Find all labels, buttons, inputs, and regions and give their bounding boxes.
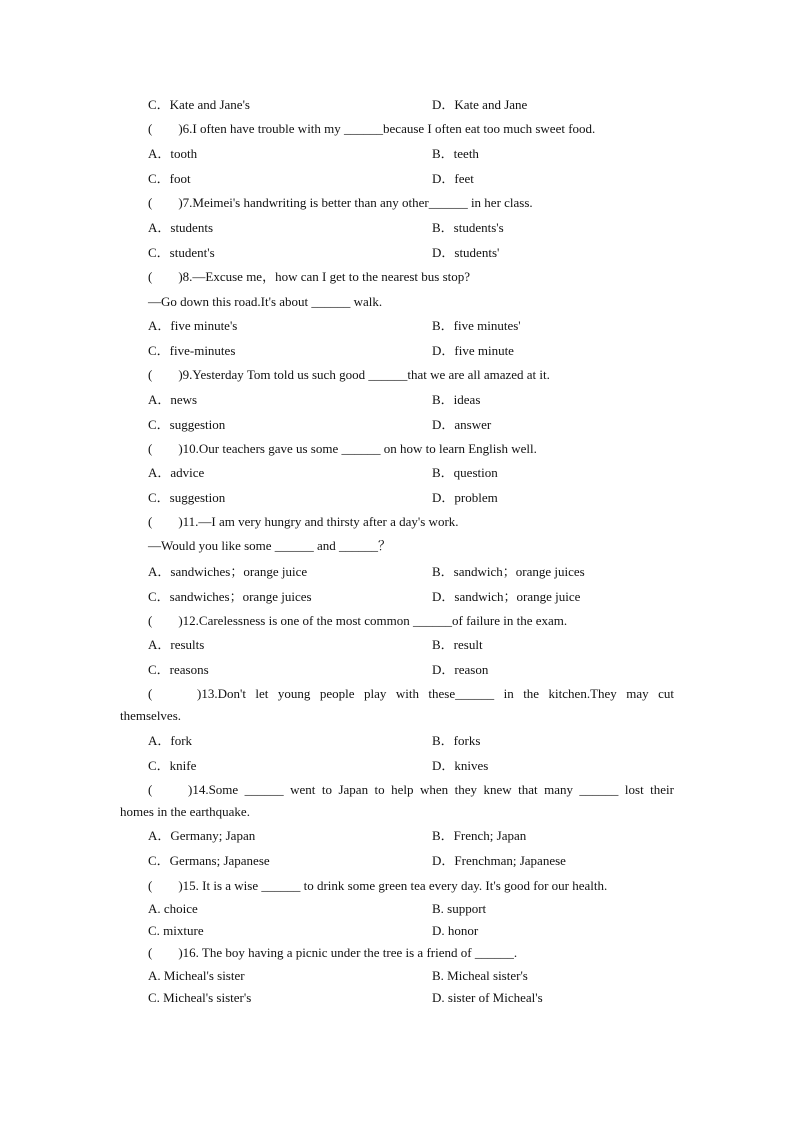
answer-option: B．question (432, 465, 498, 480)
question-text: —Go down this road.It's about ______ walk. (148, 294, 383, 309)
question-text: ( )12.Carelessness is one of the most common ______of failure in the exam. (148, 613, 568, 628)
question-text: ( )16. The boy having a picnic under the tree is a friend of ______. (148, 945, 518, 960)
answer-option: D．sandwich；orange juice (432, 589, 581, 604)
answer-option: A．news (148, 392, 198, 407)
answer-option: B．result (432, 637, 483, 652)
answer-option: D．reason (432, 662, 489, 677)
answer-option: C．Kate and Jane's (148, 97, 250, 112)
answer-option: A．tooth (148, 146, 198, 161)
answer-option: B．five minutes' (432, 318, 521, 333)
question-text: ( )11.—I am very hungry and thirsty after a day's work. (148, 514, 459, 529)
answer-option: C．student's (148, 245, 215, 260)
answer-option: D．five minute (432, 343, 514, 358)
answer-option: B．forks (432, 733, 481, 748)
answer-option: C. Micheal's sister's (148, 990, 252, 1005)
answer-option: C. mixture (148, 923, 204, 938)
answer-option: D．feet (432, 171, 474, 186)
question-text: —Would you like some ______ and ______？ (148, 538, 392, 553)
answer-option: A. choice (148, 901, 198, 916)
question-text: ( )15. It is a wise ______ to drink some green tea every day. It's good for our health. (148, 878, 608, 893)
answer-option: A．sandwiches；orange juice (148, 564, 308, 579)
answer-option: B．French; Japan (432, 828, 527, 843)
answer-option: C．sandwiches；orange juices (148, 589, 312, 604)
answer-option: B．sandwich；orange juices (432, 564, 585, 579)
answer-option: A. Micheal's sister (148, 968, 245, 983)
answer-option: A．advice (148, 465, 205, 480)
question-text: ( )7.Meimei's handwriting is better than any other______ in her class. (148, 195, 533, 210)
answer-option: B. Micheal sister's (432, 968, 528, 983)
answer-option: A．results (148, 637, 205, 652)
answer-option: A．fork (148, 733, 193, 748)
question-text: ( )13.Don't let young people play with these______ in the kitchen.They may cut (148, 686, 674, 701)
answer-option: D. sister of Micheal's (432, 990, 543, 1005)
answer-option: C．Germans; Japanese (148, 853, 270, 868)
answer-option: D．Frenchman; Japanese (432, 853, 566, 868)
question-text: ( )8.—Excuse me，how can I get to the nearest bus stop? (148, 269, 471, 284)
question-text: themselves. (120, 708, 182, 723)
question-text: ( )6.I often have trouble with my ______because I often eat too much sweet food. (148, 121, 596, 136)
answer-option: C．suggestion (148, 490, 226, 505)
question-text: homes in the earthquake. (120, 804, 250, 819)
question-text: ( )10.Our teachers gave us some ______ on how to learn English well. (148, 441, 537, 456)
answer-option: D．knives (432, 758, 489, 773)
answer-option: C．foot (148, 171, 191, 186)
answer-option: C．reasons (148, 662, 209, 677)
answer-option: A．Germany; Japan (148, 828, 256, 843)
answer-option: D．answer (432, 417, 492, 432)
answer-option: C．suggestion (148, 417, 226, 432)
answer-option: B．teeth (432, 146, 479, 161)
answer-option: D．students' (432, 245, 500, 260)
answer-option: B．students's (432, 220, 504, 235)
answer-option: B. support (432, 901, 487, 916)
answer-option: C．five-minutes (148, 343, 236, 358)
answer-option: A．five minute's (148, 318, 238, 333)
answer-option: C．knife (148, 758, 197, 773)
question-text: ( )14.Some ______ went to Japan to help when they knew that many ______ lost their (148, 782, 674, 797)
answer-option: A．students (148, 220, 214, 235)
answer-option: B．ideas (432, 392, 481, 407)
answer-option: D．problem (432, 490, 498, 505)
answer-option: D. honor (432, 923, 479, 938)
question-text: ( )9.Yesterday Tom told us such good ______that we are all amazed at it. (148, 367, 550, 382)
answer-option: D．Kate and Jane (432, 97, 528, 112)
